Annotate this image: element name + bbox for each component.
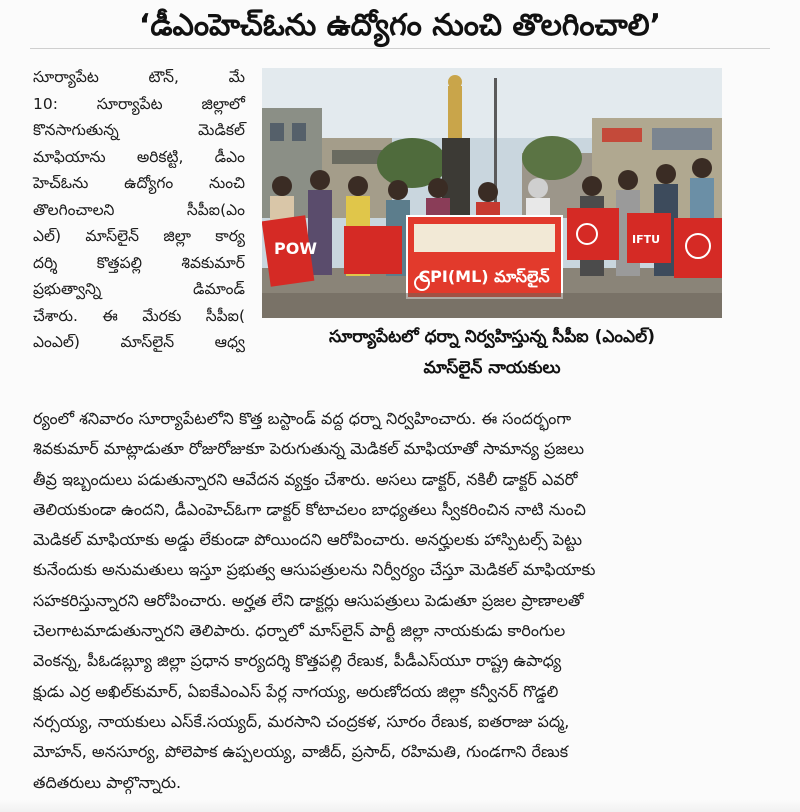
intro-line: ఎంఎల్) మాస్‌లైన్ ఆధ్వ	[33, 333, 245, 351]
body-line: ర్యంలో శనివారం సూర్యాపేటలోని కొత్త బస్టాండ్ వద్ద ధర్నా నిర్వహించారు. ఈ సందర్భంగా	[33, 409, 572, 428]
intro-line: మాఫియాను అరికట్టి, డీఎం	[33, 147, 245, 166]
page-edge	[0, 800, 800, 812]
body-line: వెంకన్న, పీఓడబ్ల్యూ జిల్లా ప్రధాన కార్యదర్శి కొత్తపల్లి రేణుక, పీడీఎస్‌యూ రాష్ట్ర ఉపాధ్య	[33, 651, 562, 671]
body-line: నర్సయ్య, నాయకులు ఎస్‌కే.సయ్యద్, మరసాని చంద్రకళ, సూరం రేణుక, ఐతరాజు పద్మ,	[33, 711, 570, 731]
body-line: చెలగాటమాడుతున్నారని తెలిపారు. ధర్నాలో మాస్‌లైన్ పార్టీ జిల్లా నాయకుడు కారింగుల	[33, 621, 566, 641]
body-line: క్షుడు ఎర్ర అఖిల్‌కుమార్, ఏఐకేఎంఎస్ పేర్ల నాగయ్య, అరుణోదయ జిల్లా కన్వీనర్ గొడ్డలి	[33, 681, 559, 701]
intro-line: ప్రభుత్వాన్ని డిమాండ్	[33, 280, 245, 298]
body-line: మోహన్, అనసూర్య, పోలెపాక ఉప్పలయ్య, వాజీద్, ప్రసాద్, రహిమతి, గుండగాని రేణుక	[33, 742, 569, 762]
headline: ‘డీఎంహెచ్‌ఓను ఉద్యోగం నుంచి తొలగించాలి’	[138, 8, 662, 43]
protest-photo	[262, 68, 722, 318]
intro-line: సూర్యాపేట టౌన్, మే	[33, 68, 245, 86]
body-line: తెలియకుండా ఉందని, డీఎంహెచ్‌ఓగా డాక్టర్ కోటాచలం బాధ్యతలు స్వీకరించిన నాటి నుంచి	[33, 499, 586, 519]
iftu-flag-text: IFTU	[632, 233, 661, 246]
intro-line: కొనసాగుతున్న మెడికల్	[33, 121, 245, 139]
photo-caption	[262, 322, 722, 384]
intro-line: ఎల్) మాస్‌లైన్ జిల్లా కార్య	[33, 227, 245, 245]
body-line: తదితరులు పాల్గొన్నారు.	[33, 772, 182, 792]
body-line: తీవ్ర ఇబ్బందులు పడుతున్నారని ఆవేదన వ్యక్తం చేశారు. అసలు డాక్టర్, నకిలీ డాక్టర్ ఎవరో	[33, 469, 578, 489]
intro-line: దర్శి కొత్తపల్లి శివకుమార్	[33, 253, 245, 272]
body-line: మెడికల్ మాఫియాకు అడ్డు లేకుండా పోయిందని ఆరోపించారు. అనర్హులకు హాస్పిటల్స్ పెట్టు	[33, 530, 582, 550]
caption-line: మాస్‌లైన్ నాయకులు	[423, 358, 561, 378]
body-line: కునేందుకు అనుమతులు ఇస్తూ ప్రభుత్వ ఆసుపత్రులను నిర్వీర్యం చేస్తూ మెడికల్ మాఫియాకు	[33, 560, 596, 580]
body-line: సహకరిస్తున్నారని ఆరోపించారు. అర్హత లేని డాక్టర్లు ఆసుపత్రులు పెడుతూ ప్రజల ప్రాణాలతో	[33, 590, 584, 610]
body-line: శివకుమార్ మాట్లాడుతూ రోజురోజుకూ పెరుగుతున్న మెడికల్ మాఫియాతో సామాన్య ప్రజలు	[33, 439, 584, 459]
article-body	[33, 404, 723, 798]
intro-line: చేశారు. ఈ మేరకు సీపీఐ(	[33, 306, 245, 325]
intro-column	[33, 64, 245, 356]
caption-line: సూర్యాపేటలో ధర్నా నిర్వహిస్తున్న సీపీఐ (ఎంఎల్)	[329, 327, 655, 347]
intro-line: తొలగించాలని సీపీఐ(ఎం	[33, 200, 245, 219]
headline-divider	[30, 48, 770, 49]
intro-line: హెచ్‌ఓను ఉద్యోగం నుంచి	[33, 174, 245, 192]
pow-flag-text: POW	[274, 239, 317, 258]
intro-line: 10: సూర్యాపేట జిల్లాలో	[33, 94, 245, 113]
banner-text: CPI(ML) మాస్‌లైన్	[418, 267, 550, 286]
